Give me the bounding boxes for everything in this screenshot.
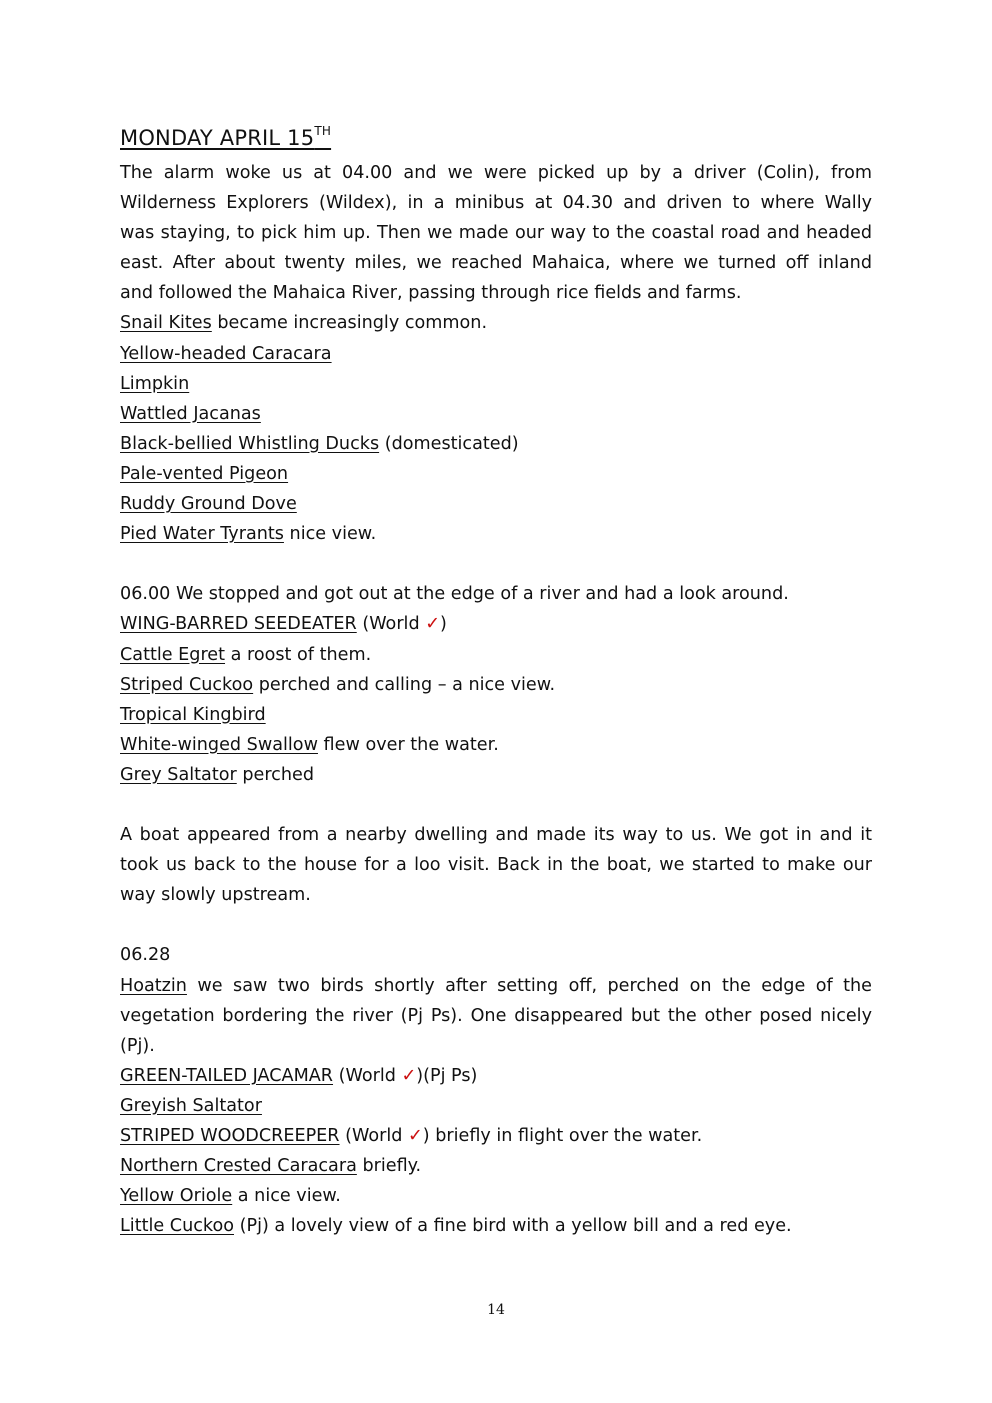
bird-name: GREEN-TAILED JACAMAR xyxy=(120,1065,334,1086)
bird-entry xyxy=(120,1121,872,1151)
timestamp: 06.28 xyxy=(120,945,171,966)
boat-line: A boat appeared from a nearby dwelling and made its way to us. We got in and it xyxy=(120,825,872,846)
day-heading-superscript: TH xyxy=(314,124,332,138)
bird-note: perched and calling – a nice view. xyxy=(253,674,556,695)
paragraph-gap xyxy=(120,910,872,940)
bird-name: Ruddy Ground Dove xyxy=(120,494,297,515)
bird-note: nice view. xyxy=(283,524,377,545)
day-heading-text: MONDAY APRIL 15 xyxy=(120,126,315,150)
bird-entry xyxy=(120,519,872,549)
paragraph-gap xyxy=(120,549,872,579)
bird-note: ) xyxy=(439,614,447,635)
day-heading xyxy=(120,118,872,158)
bird-entry xyxy=(120,339,872,369)
intro-line: was staying, to pick him up. Then we made our way to the coastal road and headed xyxy=(120,223,872,244)
day-heading-underlined xyxy=(120,126,331,150)
bird-name: Tropical Kingbird xyxy=(120,704,266,725)
bird-entry xyxy=(120,1091,872,1121)
document-page xyxy=(120,118,872,1241)
bird-name: Cattle Egret xyxy=(120,644,226,665)
page-number: 14 xyxy=(487,1302,505,1318)
intro-line: east. After about twenty miles, we reached Mahaica, where we turned off inland xyxy=(120,253,872,274)
bird-name: Striped Cuckoo xyxy=(120,674,254,695)
bird-list-upstream xyxy=(120,1061,872,1242)
paragraph-gap xyxy=(120,790,872,820)
hoatzin-paragraph xyxy=(120,971,872,1061)
bird-note: flew over the water. xyxy=(317,734,499,755)
bird-entry xyxy=(120,459,872,489)
bird-entry xyxy=(120,429,872,459)
hoatzin-line xyxy=(120,971,872,1001)
bird-note: (Pj) a lovely view of a fine bird with a yellow bill and a red eye. xyxy=(234,1216,792,1237)
bird-name: STRIPED WOODCREEPER xyxy=(120,1126,340,1146)
bird-name: White-winged Swallow xyxy=(120,734,318,755)
intro-paragraph xyxy=(120,158,872,308)
bird-name: Hoatzin xyxy=(120,975,187,996)
bird-note: briefly. xyxy=(356,1156,422,1177)
check-mark-icon: ✓ xyxy=(408,1126,423,1146)
bird-entry xyxy=(120,609,872,639)
bird-entry xyxy=(120,1181,872,1211)
boat-paragraph xyxy=(120,820,872,910)
bird-entry xyxy=(120,1211,872,1241)
bird-name: Yellow Oriole xyxy=(120,1186,233,1207)
check-mark-icon: ✓ xyxy=(425,614,440,635)
bird-note: perched xyxy=(236,764,314,785)
bird-note: (World xyxy=(339,1126,408,1146)
bird-name: Pale-vented Pigeon xyxy=(120,463,289,484)
intro-line: Wilderness Explorers (Wildex), in a minibus at 04.30 and driven to where Wally xyxy=(120,193,872,214)
bird-entry xyxy=(120,700,872,730)
bird-name: Grey Saltator xyxy=(120,764,237,785)
boat-line: took us back to the house for a loo visit. Back in the boat, we started to make our xyxy=(120,855,872,876)
bird-entry xyxy=(120,640,872,670)
bird-note: a nice view. xyxy=(232,1186,341,1207)
bird-entry xyxy=(120,730,872,760)
bird-entry xyxy=(120,369,872,399)
bird-entry xyxy=(120,308,872,338)
bird-note: became increasingly common. xyxy=(211,313,488,334)
intro-line: and followed the Mahaica River, passing through rice fields and farms. xyxy=(120,283,742,304)
bird-name: Yellow-headed Caracara xyxy=(120,343,332,364)
bird-name: Black-bellied Whistling Ducks xyxy=(120,433,380,454)
bird-note: (domesticated) xyxy=(379,433,519,454)
bird-name: Greyish Saltator xyxy=(120,1095,262,1116)
bird-name: Snail Kites xyxy=(120,313,212,334)
bird-entry xyxy=(120,670,872,700)
bird-note: (World xyxy=(333,1065,402,1086)
bird-name: Little Cuckoo xyxy=(120,1216,234,1237)
bird-name: WING-BARRED SEEDEATER xyxy=(120,614,357,635)
boat-line: way slowly upstream. xyxy=(120,885,311,906)
hoatzin-line: (Pj). xyxy=(120,1035,155,1056)
bird-name: Pied Water Tyrants xyxy=(120,524,284,545)
bird-entry xyxy=(120,1061,872,1091)
bird-entry xyxy=(120,399,872,429)
check-mark-icon: ✓ xyxy=(401,1065,417,1086)
bird-name: Wattled Jacanas xyxy=(120,403,261,424)
bird-entry xyxy=(120,760,872,790)
bird-note: a roost of them. xyxy=(225,644,372,665)
bird-name: Northern Crested Caracara xyxy=(120,1156,357,1177)
bird-name: Limpkin xyxy=(120,373,190,394)
hoatzin-line: vegetation bordering the river (Pj Ps). One disappeared but the other posed nicely xyxy=(120,1005,872,1026)
bird-list-river-stop xyxy=(120,609,872,790)
bird-note: ) briefly in flight over the water. xyxy=(422,1126,703,1146)
bird-note: )(Pj Ps) xyxy=(416,1065,478,1086)
bird-entry xyxy=(120,489,872,519)
intro-line: The alarm woke us at 04.00 and we were picked up by a driver (Colin), from xyxy=(120,163,872,183)
bird-note: we saw two birds shortly after setting off, perched on the edge of the xyxy=(186,975,872,996)
stop-timestamp-line: 06.00 We stopped and got out at the edge of a river and had a look around. xyxy=(120,584,789,605)
bird-list-drive xyxy=(120,308,872,549)
bird-entry xyxy=(120,1151,872,1181)
bird-note: (World xyxy=(356,614,426,635)
